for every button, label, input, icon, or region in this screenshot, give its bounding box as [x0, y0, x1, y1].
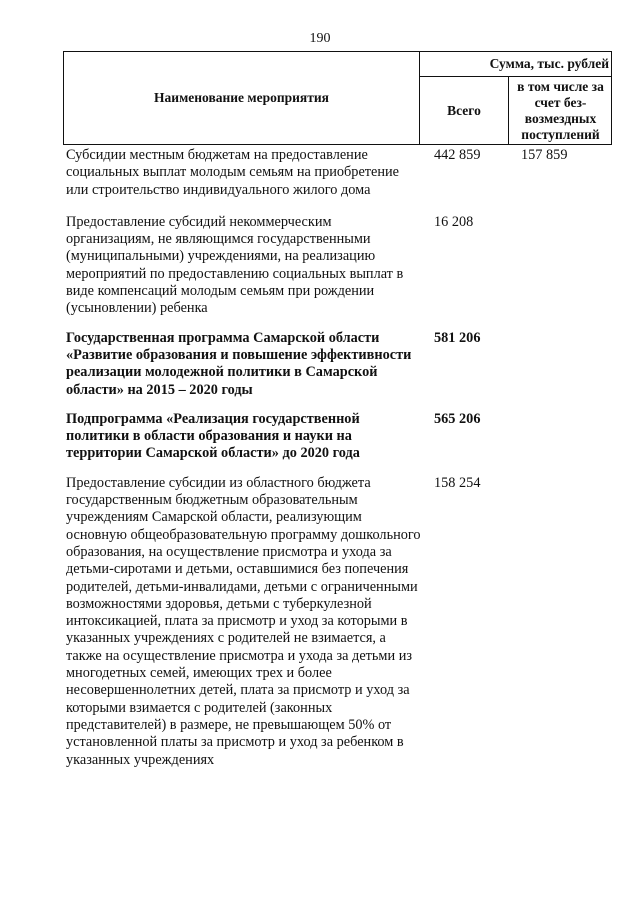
table-row: [66, 214, 612, 318]
row-subsidy: 157 859: [521, 147, 568, 163]
header-name-cell: Наименование мероприятия: [154, 90, 329, 105]
row-subsidy: [509, 411, 612, 463]
page-number: 190: [309, 31, 331, 46]
row-total: 158 254: [434, 474, 481, 491]
row-total: 565 206: [434, 410, 481, 427]
header-bottom-border: [63, 144, 612, 145]
row-name: Субсидии местным бюджетам на предоставление социальных выплат молодым семьям на приобретение или строительство индивидуального жилого дома: [66, 147, 400, 198]
table-row: [66, 147, 612, 199]
row-subsidy: [509, 214, 612, 318]
table-body: [66, 147, 612, 769]
header-subsidy-cell: в том числе за счет без-возмездных поступлений: [517, 79, 604, 142]
table-row: [66, 475, 612, 769]
row-name: Подпрограмма «Реализация государственной политики в области образования и науки на территории Самарской области» до 2020 года: [66, 410, 360, 462]
table-header: [63, 51, 612, 146]
row-total: 16 208: [434, 213, 474, 230]
row-name: Предоставление субсидий некоммерческим организациям, не являющимся государственными (муниципальными) учреждениями, на реализацию мероприятий по предоставлению социальных выплат в виде компенсаций молодым семьям при рождении (усыновлении) ребенка: [66, 213, 404, 317]
row-total: 581 206: [434, 329, 481, 346]
row-subsidy: [509, 330, 612, 399]
header-sum-cell: Сумма, тыс. рублей: [489, 56, 609, 71]
row-name: Государственная программа Самарской области «Развитие образования и повышение эффективности реализации молодежной политики в Самарской области» на 2015 – 2020 годы: [66, 329, 412, 398]
table-row: [66, 330, 612, 399]
table-row: [66, 411, 612, 463]
row-total: 442 859: [434, 147, 481, 163]
row-subsidy: [509, 475, 612, 769]
header-right-border: [611, 51, 612, 145]
header-total-cell: Всего: [447, 102, 481, 118]
row-name: Предоставление субсидии из областного бюджета государственным бюджетным образовательным учреждениям Самарской области, реализующим основную общеобразовательную программу дошкольного образования, на осуществление присмотра и ухода за детьми-сиротами и детьми, оставшимися без попечения родителей, детьми-инвалидами, детьми с ограниченными возможностями здоровья, детьми с туберкулезной интоксикацией, плата за присмотр и уход за которыми в указанных учреждениях с родителей не взимается, а также на осуществление присмотра и ухода за детьми из многодетных семей, имеющих трех и более несовершеннолетних детей, плата за присмотр и уход за которыми взимается с родителей (законных представителей) в размере, не превышающем 50% от установленной платы за присмотр и уход за ребенком в указанных учреждениях: [66, 474, 421, 768]
